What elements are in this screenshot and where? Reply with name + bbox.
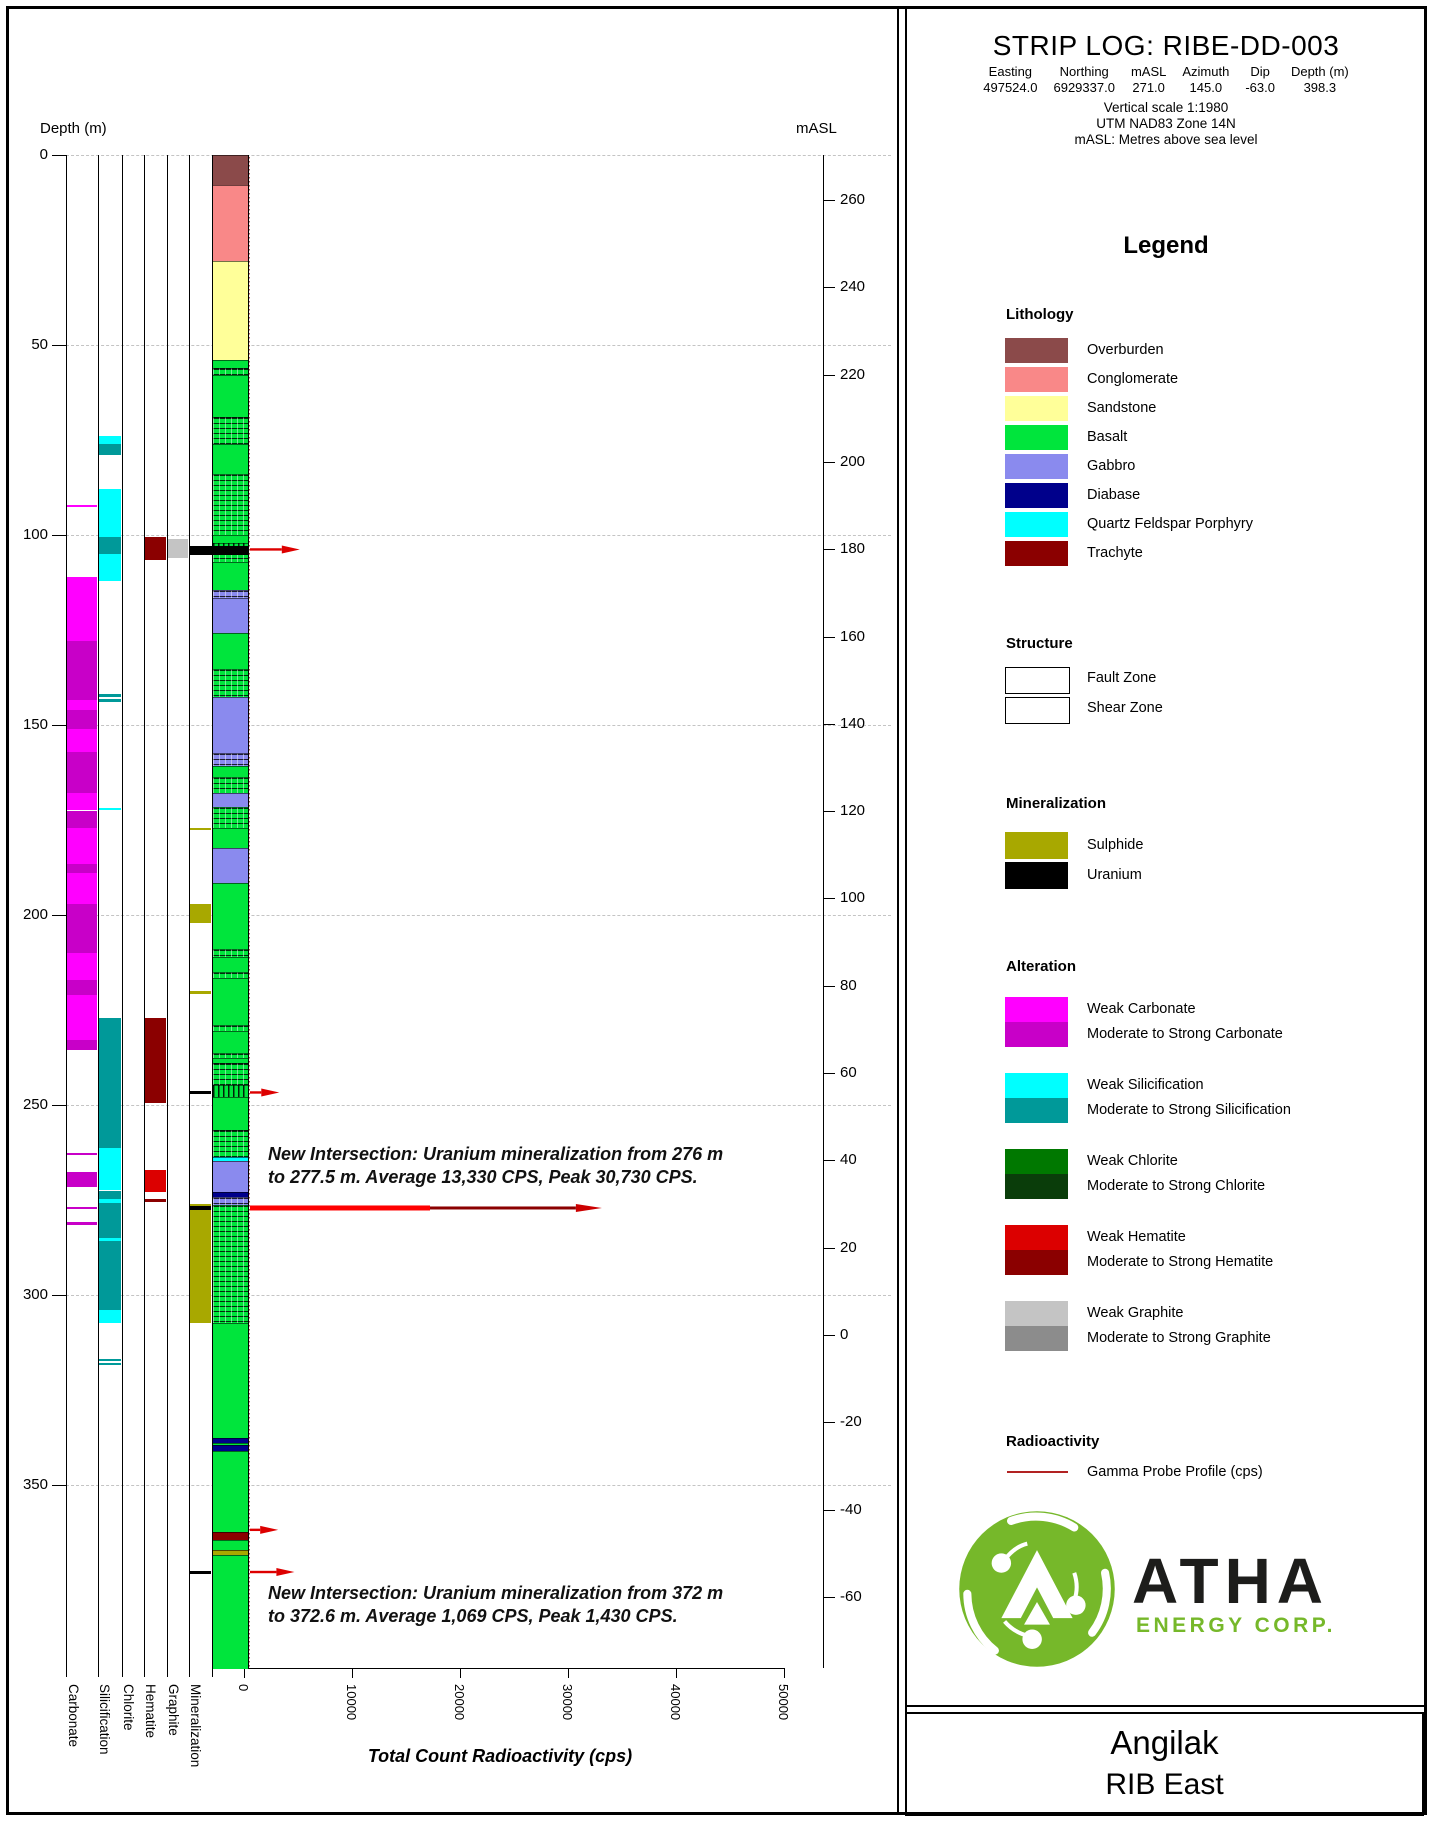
- lithology-interval: [213, 1161, 248, 1192]
- collar-fields: [907, 64, 1425, 96]
- lithology-interval: [213, 535, 248, 543]
- x-tick-mark: [676, 1668, 677, 1678]
- masl-tick-label: 100: [840, 889, 866, 907]
- logo-brand-text: ATHA: [1132, 1545, 1329, 1617]
- masl-tick-label: 120: [840, 802, 866, 820]
- lithology-interval: [213, 978, 248, 1026]
- depth-tick-mark: [52, 1485, 66, 1486]
- legend-alteration-strong-swatch: [1005, 1174, 1068, 1199]
- track-line: [144, 155, 145, 1668]
- x-tick-mark: [568, 1668, 569, 1678]
- masl-tick-label: 80: [840, 976, 857, 994]
- masl-tick-label: 200: [840, 452, 866, 470]
- graphite-interval: [168, 539, 188, 558]
- depth-tick-mark: [52, 155, 66, 156]
- intersection-annotation: [268, 1143, 723, 1189]
- gamma-spike-tip: [260, 1526, 278, 1534]
- lithology-interval: [213, 697, 248, 753]
- masl-tick-mark: [823, 986, 835, 987]
- depth-tick-label: 0: [39, 146, 48, 163]
- masl-axis-line: [823, 155, 824, 1668]
- silicification-interval: [99, 436, 121, 444]
- legend-alteration-strong-swatch: [1005, 1326, 1068, 1351]
- legend-structure-swatch: [1005, 697, 1070, 724]
- masl-tick-mark: [823, 1073, 835, 1074]
- footer-divider: [905, 1705, 1424, 1707]
- x-tick-label: 30000: [560, 1684, 575, 1721]
- legend-alteration-strong-swatch: [1005, 1098, 1068, 1123]
- track-bottom-tick: [98, 1668, 99, 1677]
- masl-tick-mark: [823, 1510, 835, 1511]
- carbonate-interval: [67, 828, 97, 864]
- lithology-interval: [213, 590, 248, 598]
- track-label: Mineralization: [188, 1684, 203, 1768]
- legend-alteration-weak-swatch: [1005, 1073, 1068, 1098]
- legend-lithology-swatch-label: Conglomerate: [1087, 370, 1179, 387]
- lithology-interval: [213, 766, 248, 777]
- masl-tick-mark: [823, 637, 835, 638]
- masl-tick-mark: [823, 811, 835, 812]
- scale-note: mASL: Metres above sea level: [1074, 132, 1258, 147]
- annotation-line: New Intersection: Uranium mineralization from 276 m: [268, 1144, 724, 1164]
- atha-logo-icon: [956, 1508, 1118, 1670]
- carbonate-interval: [67, 710, 97, 729]
- masl-tick-label: 180: [840, 540, 866, 558]
- lithology-interval: [213, 1197, 248, 1205]
- silicification-interval: [99, 1203, 121, 1238]
- collar-field-label: Northing: [1059, 64, 1109, 79]
- collar-field-value: 398.3: [1303, 80, 1337, 95]
- carbonate-interval: [67, 904, 97, 953]
- legend-mineralization-swatch: [1005, 832, 1068, 859]
- mineralization-interval: [190, 991, 211, 994]
- masl-tick-mark: [823, 1597, 835, 1598]
- depth-tick-label: 100: [22, 526, 48, 543]
- legend-lithology-swatch: [1005, 396, 1068, 421]
- lithology-interval: [213, 562, 248, 591]
- lithology-interval: [213, 753, 248, 766]
- legend-lithology-swatch-label: Gabbro: [1087, 457, 1136, 474]
- collar-field-label: Dip: [1250, 64, 1270, 79]
- hematite-interval: [145, 1170, 166, 1193]
- depth-tick-label: 200: [22, 906, 48, 923]
- lithology-interval: [213, 417, 248, 444]
- x-tick-label: 0: [236, 1684, 251, 1692]
- silicification-interval: [99, 1148, 121, 1190]
- collar-field: [1291, 64, 1349, 96]
- lithology-interval: [213, 1085, 248, 1098]
- hematite-interval: [145, 1018, 166, 1104]
- legend-lithology-swatch: [1005, 483, 1068, 508]
- carbonate-interval: [67, 700, 97, 710]
- masl-tick-mark: [823, 1248, 835, 1249]
- collar-field: [1182, 64, 1229, 96]
- gamma-spike-tip: [282, 545, 300, 553]
- x-tick-mark: [352, 1668, 353, 1678]
- masl-axis-label: mASL: [796, 120, 837, 137]
- carbonate-interval: [67, 995, 97, 1041]
- legend-alteration-weak-swatch: [1005, 1225, 1068, 1250]
- legend-mineralization-swatch-label: Sulphide: [1087, 836, 1144, 853]
- carbonate-interval: [67, 1040, 97, 1050]
- panel-divider-line: [905, 9, 907, 1812]
- mineralization-interval: [190, 828, 211, 831]
- legend-section-structure: Structure: [1006, 635, 1073, 652]
- track-bottom-tick: [167, 1668, 168, 1677]
- hematite-interval: [145, 1199, 166, 1201]
- x-tick-label: 40000: [668, 1684, 683, 1721]
- gamma-spike: [430, 1206, 576, 1209]
- lithology-interval: [213, 848, 248, 883]
- lithology-interval: [213, 957, 248, 972]
- lithology-interval: [213, 1555, 248, 1669]
- lithology-interval: [213, 1532, 248, 1540]
- silicification-interval: [99, 1310, 121, 1323]
- carbonate-interval: [67, 1172, 97, 1187]
- gamma-spike: [250, 548, 282, 550]
- scale-notes: [907, 100, 1425, 148]
- silicification-interval: [99, 694, 121, 697]
- collar-field-value: 6929337.0: [1053, 80, 1115, 95]
- x-tick-mark: [784, 1668, 785, 1678]
- legend-alteration-weak-swatch-label: Weak Silicification: [1087, 1076, 1204, 1093]
- silicification-interval: [99, 1018, 121, 1149]
- legend-lithology-swatch: [1005, 541, 1068, 566]
- legend-lithology-swatch-label: Overburden: [1087, 341, 1164, 358]
- masl-tick-mark: [823, 549, 835, 550]
- gamma-spike: [250, 1529, 260, 1531]
- lithology-interval: [213, 474, 248, 535]
- legend-lithology-swatch: [1005, 454, 1068, 479]
- legend-alteration-weak-swatch-label: Weak Carbonate: [1087, 1000, 1196, 1017]
- track-label: Chlorite: [121, 1684, 136, 1731]
- masl-tick-mark: [823, 898, 835, 899]
- masl-tick-label: 160: [840, 627, 866, 645]
- collar-field-value: 497524.0: [983, 80, 1038, 95]
- collar-field: [1053, 64, 1114, 96]
- gamma-line-sample: [1007, 1471, 1068, 1473]
- panel-divider-line: [897, 9, 899, 1812]
- lithology-interval: [213, 1540, 248, 1550]
- legend-structure-swatch: [1005, 667, 1070, 694]
- lithology-interval: [213, 375, 248, 417]
- track-bottom-tick: [189, 1668, 190, 1677]
- lithology-interval: [213, 1031, 248, 1053]
- legend-lithology-swatch-label: Trachyte: [1087, 544, 1143, 561]
- collar-field-label: mASL: [1130, 64, 1167, 79]
- depth-tick-mark: [52, 345, 66, 346]
- masl-tick-label: 60: [840, 1064, 857, 1082]
- legend-alteration-strong-swatch: [1005, 1250, 1068, 1275]
- carbonate-interval: [67, 577, 97, 642]
- legend-lithology-swatch: [1005, 425, 1068, 450]
- lithology-interval: [213, 828, 248, 848]
- masl-tick-label: 260: [840, 190, 866, 208]
- legend-alteration-weak-swatch: [1005, 997, 1068, 1022]
- depth-tick-mark: [52, 915, 66, 916]
- legend-alteration-weak-swatch-label: Weak Graphite: [1087, 1304, 1184, 1321]
- depth-tick-label: 150: [22, 716, 48, 733]
- silicification-interval: [99, 699, 121, 702]
- masl-tick-mark: [823, 1422, 835, 1423]
- track-label: Silicification: [97, 1684, 112, 1755]
- mineralization-interval: [190, 1204, 211, 1324]
- silicification-interval: [99, 1241, 121, 1311]
- legend-alteration-strong-swatch: [1005, 1022, 1068, 1047]
- legend-alteration-weak-swatch-label: Weak Hematite: [1087, 1228, 1186, 1245]
- track-bottom-tick: [144, 1668, 145, 1677]
- legend-lithology-swatch-label: Quartz Feldspar Porphyry: [1087, 515, 1254, 532]
- lithology-interval: [213, 185, 248, 261]
- track-bottom-tick: [66, 1668, 67, 1677]
- project-box: [905, 1712, 1424, 1816]
- area-name: RIB East: [1105, 1768, 1224, 1801]
- legend-title: Legend: [1123, 232, 1209, 259]
- intersection-annotation: [268, 1582, 723, 1628]
- scale-note: Vertical scale 1:1980: [1103, 100, 1229, 115]
- collar-field-value: -63.0: [1245, 80, 1275, 95]
- gamma-spike-tip: [276, 1568, 294, 1576]
- page-title: STRIP LOG: RIBE-DD-003: [992, 30, 1340, 61]
- lithology-interval: [213, 598, 248, 633]
- legend-alteration-weak-swatch: [1005, 1149, 1068, 1174]
- masl-tick-label: -40: [840, 1500, 862, 1518]
- legend-alteration-strong-swatch-label: Moderate to Strong Silicification: [1087, 1101, 1291, 1118]
- legend-alteration-strong-swatch-label: Moderate to Strong Graphite: [1087, 1329, 1271, 1346]
- masl-tick-label: -60: [840, 1587, 862, 1605]
- silicification-interval: [99, 444, 121, 455]
- collar-field: [983, 64, 1037, 96]
- mineralization-interval: [190, 904, 211, 923]
- track-line: [122, 155, 123, 1668]
- gamma-spike: [250, 1571, 276, 1573]
- masl-tick-mark: [823, 375, 835, 376]
- track-line: [167, 155, 168, 1668]
- silicification-interval: [99, 1363, 121, 1365]
- x-axis-line: [212, 1668, 784, 1669]
- lithology-interval: [213, 1130, 248, 1157]
- lithology-interval: [213, 261, 248, 360]
- logo-sub-text: ENERGY CORP.: [1136, 1614, 1336, 1637]
- masl-tick-label: 40: [840, 1151, 857, 1169]
- lithology-interval: [213, 368, 248, 376]
- legend-mineralization-swatch-label: Uranium: [1087, 866, 1142, 883]
- lithology-interval: [213, 1063, 248, 1085]
- legend-section-alteration: Alteration: [1006, 958, 1077, 975]
- lithology-interval: [213, 1097, 248, 1130]
- carbonate-interval: [67, 811, 97, 828]
- carbonate-interval: [67, 980, 97, 995]
- masl-tick-mark: [823, 1335, 835, 1336]
- lithology-interval: [213, 1451, 248, 1532]
- legend-lithology-swatch-label: Basalt: [1087, 428, 1128, 445]
- track-bottom-tick: [212, 1668, 213, 1677]
- depth-tick-mark: [52, 535, 66, 536]
- collar-field: [1245, 64, 1275, 96]
- gamma-spike: [250, 1091, 261, 1093]
- carbonate-interval: [67, 505, 97, 507]
- masl-tick-label: 140: [840, 714, 866, 732]
- legend-section-radioactivity: Radioactivity: [1006, 1433, 1100, 1450]
- annotation-line: New Intersection: Uranium mineralization from 372 m: [268, 1583, 724, 1603]
- collar-field-value: 271.0: [1132, 80, 1165, 95]
- x-tick-label: 20000: [452, 1684, 467, 1721]
- legend-lithology-swatch: [1005, 512, 1068, 537]
- collar-field-value: 145.0: [1189, 80, 1223, 95]
- lithology-interval: [213, 807, 248, 828]
- track-bottom-tick: [122, 1668, 123, 1677]
- silicification-interval: [99, 537, 121, 554]
- lithology-interval: [213, 1323, 248, 1438]
- track-label: Carbonate: [66, 1684, 81, 1748]
- masl-tick-mark: [823, 200, 835, 201]
- collar-field-label: Depth (m): [1290, 64, 1349, 79]
- masl-tick-mark: [823, 287, 835, 288]
- masl-tick-label: 240: [840, 278, 866, 296]
- depth-tick-mark: [52, 1105, 66, 1106]
- silicification-interval: [99, 1359, 121, 1361]
- track-label: Hematite: [143, 1684, 158, 1739]
- legend-alteration-weak-swatch: [1005, 1301, 1068, 1326]
- carbonate-interval: [67, 1207, 97, 1210]
- carbonate-interval: [67, 752, 97, 794]
- carbonate-interval: [67, 641, 97, 700]
- lithology-interval: [213, 793, 248, 807]
- carbonate-interval: [67, 864, 97, 874]
- track-line: [98, 155, 99, 1668]
- carbonate-interval: [67, 793, 97, 810]
- x-tick-label: 50000: [776, 1684, 791, 1721]
- lithology-interval: [213, 444, 248, 474]
- depth-tick-label: 350: [22, 1476, 48, 1493]
- lithology-interval: [213, 883, 248, 949]
- gamma-line-label: Gamma Probe Profile (cps): [1087, 1464, 1263, 1480]
- legend-alteration-strong-swatch-label: Moderate to Strong Carbonate: [1087, 1025, 1283, 1042]
- masl-tick-mark: [823, 1160, 835, 1161]
- lithology-interval: [213, 360, 248, 368]
- track-label: Graphite: [166, 1684, 181, 1736]
- carbonate-interval: [67, 873, 97, 903]
- legend-section-mineralization: Mineralization: [1006, 795, 1107, 812]
- x-tick-mark: [244, 1668, 245, 1678]
- lithology-interval: [213, 777, 248, 793]
- x-axis-title: Total Count Radioactivity (cps): [367, 1746, 633, 1766]
- gamma-spike-tip: [576, 1204, 602, 1212]
- legend-structure-label: Fault Zone: [1087, 670, 1157, 686]
- legend-lithology-swatch-label: Diabase: [1087, 486, 1141, 503]
- silicification-interval: [99, 554, 121, 581]
- mineralization-interval: [190, 1571, 211, 1574]
- x-tick-label: 10000: [344, 1684, 359, 1721]
- depth-tick-mark: [52, 725, 66, 726]
- scale-note: UTM NAD83 Zone 14N: [1096, 116, 1236, 131]
- annotation-line: to 277.5 m. Average 13,330 CPS, Peak 30,730 CPS.: [268, 1167, 698, 1187]
- legend-mineralization-swatch: [1005, 862, 1068, 889]
- masl-tick-mark: [823, 724, 835, 725]
- gamma-spike-tip: [261, 1088, 279, 1096]
- carbonate-interval: [67, 953, 97, 980]
- project-name: Angilak: [1110, 1724, 1219, 1761]
- x-tick-mark: [460, 1668, 461, 1678]
- mineralization-interval: [190, 1091, 211, 1094]
- lithology-interval: [213, 633, 248, 669]
- masl-tick-label: -20: [840, 1413, 862, 1431]
- collar-field: [1131, 64, 1166, 96]
- mineralization-interval: [190, 1206, 211, 1210]
- gamma-spike: [250, 1205, 430, 1210]
- depth-tick-label: 300: [22, 1286, 48, 1303]
- legend-lithology-swatch: [1005, 338, 1068, 363]
- masl-tick-label: 20: [840, 1238, 857, 1256]
- carbonate-interval: [67, 1222, 97, 1225]
- depth-tick-label: 250: [22, 1096, 48, 1113]
- lithology-interval: [213, 1205, 248, 1323]
- legend-alteration-strong-swatch-label: Moderate to Strong Chlorite: [1087, 1177, 1266, 1194]
- lithology-interval: [213, 949, 248, 957]
- track-line: [248, 155, 249, 1668]
- legend-alteration-weak-swatch-label: Weak Chlorite: [1087, 1152, 1178, 1169]
- collar-field-label: Easting: [988, 64, 1033, 79]
- legend-section-lithology: Lithology: [1006, 306, 1074, 323]
- silicification-interval: [99, 1191, 121, 1200]
- masl-tick-label: 0: [840, 1326, 849, 1343]
- lithology-interval: [213, 155, 248, 185]
- hematite-interval: [145, 537, 166, 560]
- silicification-interval: [99, 808, 121, 810]
- masl-tick-mark: [823, 462, 835, 463]
- mineralization-interval: [190, 546, 248, 555]
- depth-axis-label: Depth (m): [40, 120, 107, 137]
- depth-tick-mark: [52, 1295, 66, 1296]
- collar-field-label: Azimuth: [1182, 64, 1230, 79]
- legend-lithology-swatch-label: Sandstone: [1087, 399, 1157, 416]
- carbonate-interval: [67, 1153, 97, 1156]
- masl-tick-label: 220: [840, 365, 866, 383]
- depth-tick-label: 50: [31, 336, 48, 353]
- legend-lithology-swatch: [1005, 367, 1068, 392]
- lithology-interval: [213, 669, 248, 697]
- silicification-interval: [99, 489, 121, 537]
- legend-structure-label: Shear Zone: [1087, 700, 1163, 716]
- legend-alteration-strong-swatch-label: Moderate to Strong Hematite: [1087, 1253, 1274, 1270]
- carbonate-interval: [67, 729, 97, 752]
- annotation-line: to 372.6 m. Average 1,069 CPS, Peak 1,430 CPS.: [268, 1606, 678, 1626]
